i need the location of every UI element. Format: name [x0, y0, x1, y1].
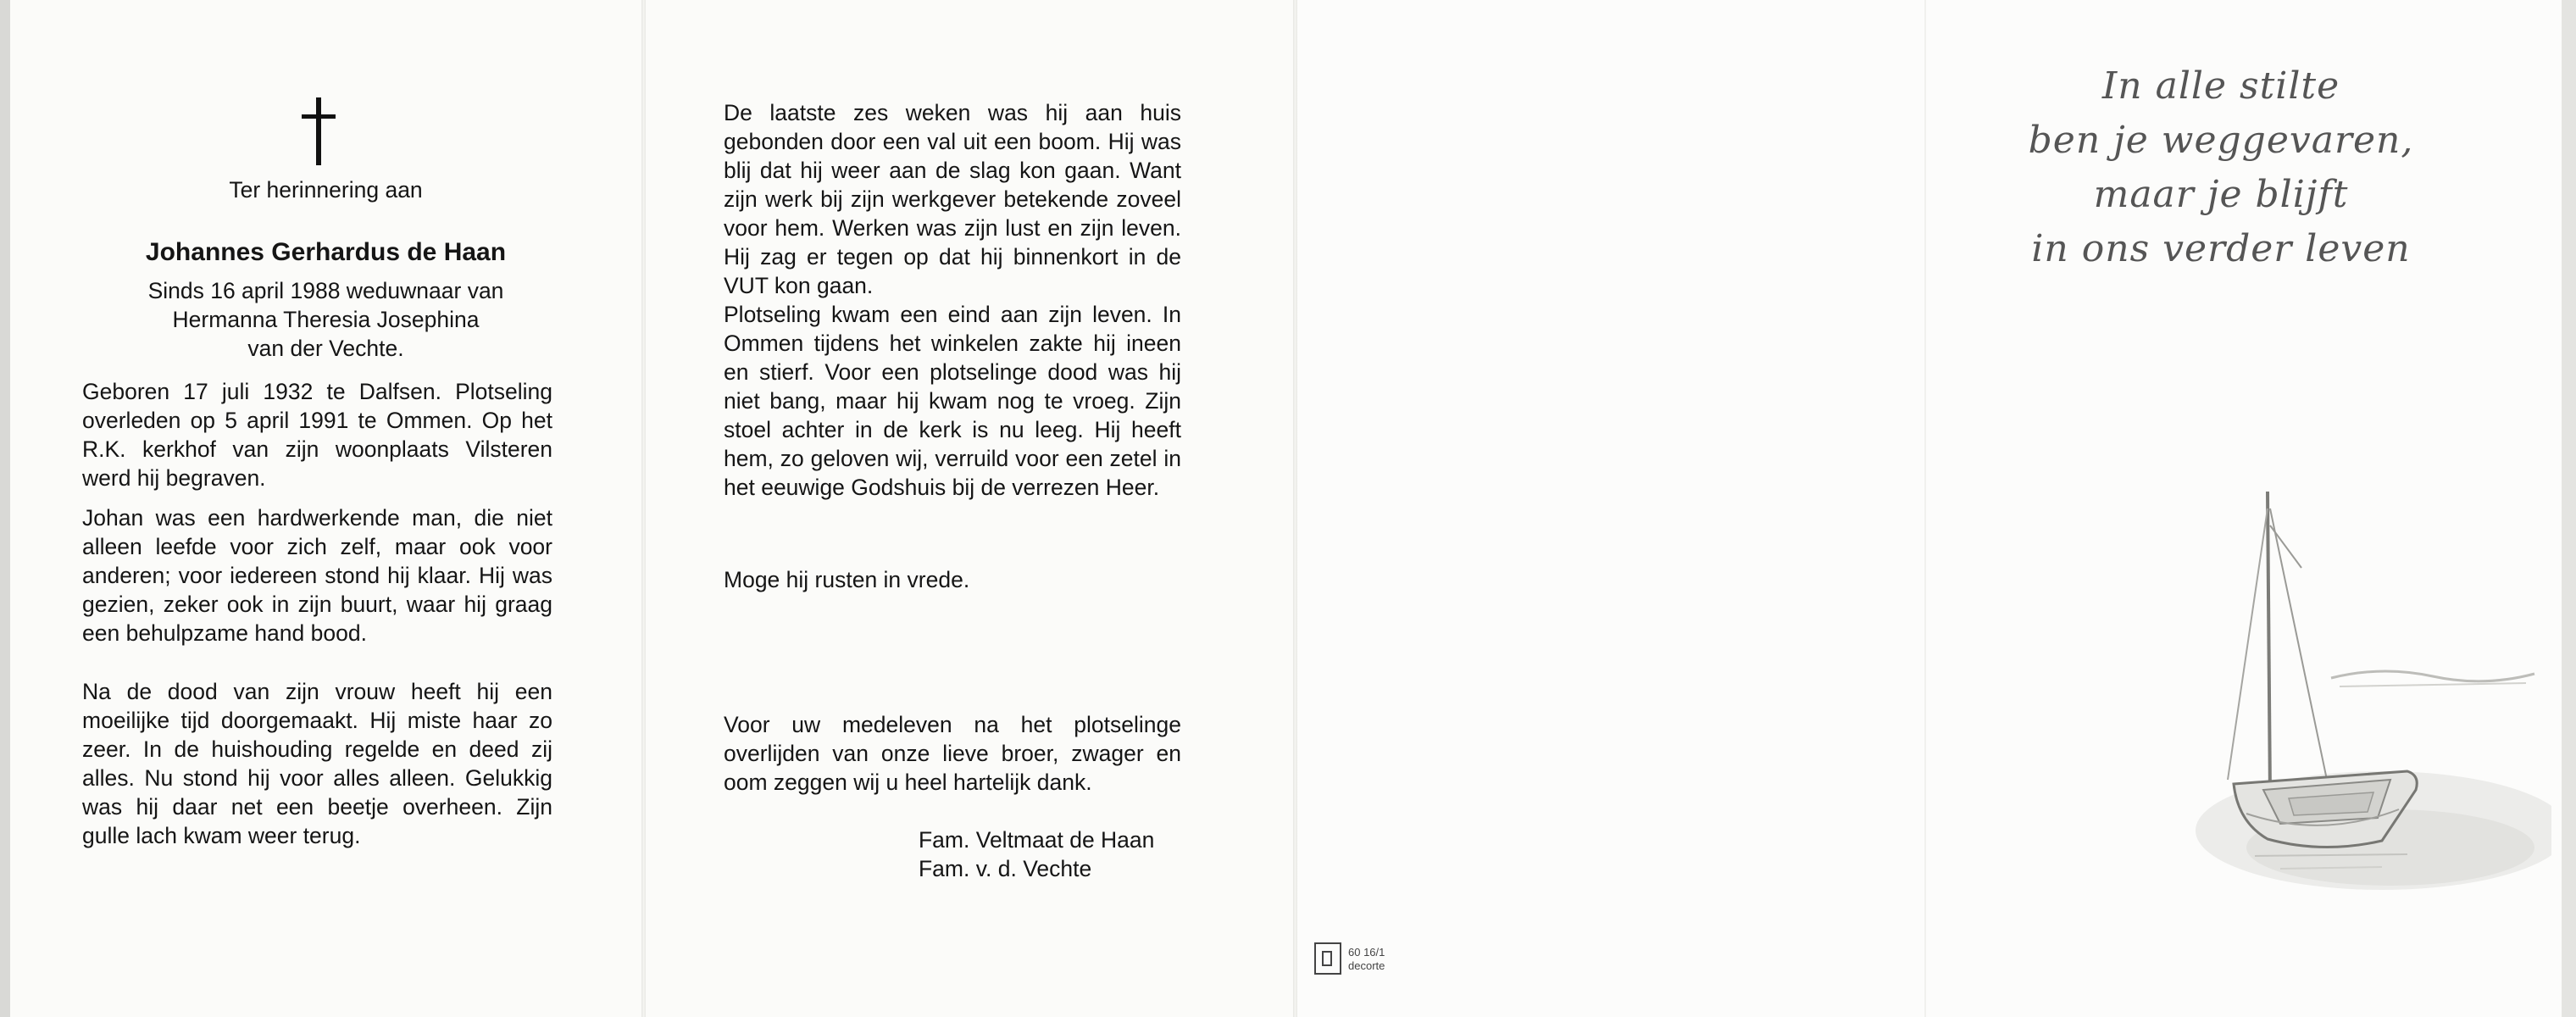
signature-line: Fam. Veltmaat de Haan: [919, 827, 1155, 853]
cross-icon: [293, 97, 344, 165]
deceased-name: Johannes Gerhardus de Haan: [145, 238, 507, 266]
sudden-end-paragraph: Plotseling kwam een eind aan zijn leven. In Ommen tijdens het winkelen zakte hij ineen en stierf. Voor een plotselinge dood was hij niet bang, maar hij kwam nog te vroeg. Zijn stoel achter in de kerk is nu leeg. Hij heeft hem, zo geloven wij, verruild voor een zetel in het eeuwige Godshuis bij de verrezen Heer.: [724, 302, 1181, 500]
publisher-logo-icon: [1314, 942, 1341, 975]
poem-line: ben je weggevaren,: [2028, 119, 2414, 162]
card-panel-middle: [646, 0, 1294, 1017]
spouse-line: Hermanna Theresia Josephina: [172, 307, 480, 332]
sailboat-illustration: [2128, 475, 2551, 915]
signature-line: Fam. v. d. Vechte: [919, 856, 1092, 881]
poem-line: maar je blijft: [2093, 173, 2349, 216]
publisher-code: 60 16/1: [1348, 946, 1385, 959]
card-edge: [2562, 0, 2576, 1017]
poem-line: in ons verder leven: [2031, 227, 2411, 270]
birth-death-paragraph: Geboren 17 juli 1932 te Dalfsen. Plotseling overleden op 5 april 1991 te Ommen. Op het R.K. kerkhof van zijn woonplaats Vilsteren werd hij begraven.: [82, 379, 552, 491]
thanks-paragraph: Voor uw medeleven na het plotselinge overlijden van onze lieve broer, zwager en oom zeggen wij u heel hartelijk dank.: [724, 712, 1181, 795]
fold-line: [1924, 0, 1926, 1017]
signature-block: [919, 825, 1190, 883]
widower-paragraph: Na de dood van zijn vrouw heeft hij een moeilijke tijd doorgemaakt. Hij miste haar zo zeer. In de huishouding regelde en deed zij alles. Nu stond hij voor alles alleen. Gelukkig was hij daar net een beetje overheen. Zijn gulle lach kwam weer terug.: [82, 679, 552, 848]
publisher-name: decorte: [1348, 959, 1385, 972]
last-weeks-paragraph: De laatste zes weken was hij aan huis gebonden door een val uit een boom. Hij was blij dat hij weer aan de slag kon gaan. Want zijn werk bij zijn werkgever betekende zoveel voor hem. Werken was zijn lust en zijn leven. Hij zag er tegen op dat hij binnenkort in de VUT kon gaan.: [724, 100, 1181, 298]
card-panel-right: [1297, 0, 2562, 1017]
spouse-line: van der Vechte.: [247, 336, 404, 361]
spouse-line: Sinds 16 april 1988 weduwnaar van: [147, 278, 504, 303]
rest-in-peace-text: Moge hij rusten in vrede.: [724, 567, 970, 592]
intro-text: Ter herinnering aan: [229, 177, 423, 203]
life-paragraph: Johan was een hardwerkende man, die niet alleen leefde voor zich zelf, maar ook voor anderen; voor iedereen stond hij klaar. Hij was gezien, zeker ook in zijn buurt, waar hij graag een behulpzame hand bood.: [82, 505, 552, 646]
poem-line: In alle stilte: [2101, 64, 2340, 108]
card-panel-left: [10, 0, 641, 1017]
poem: [2001, 59, 2441, 276]
spouse-block: [10, 276, 641, 363]
